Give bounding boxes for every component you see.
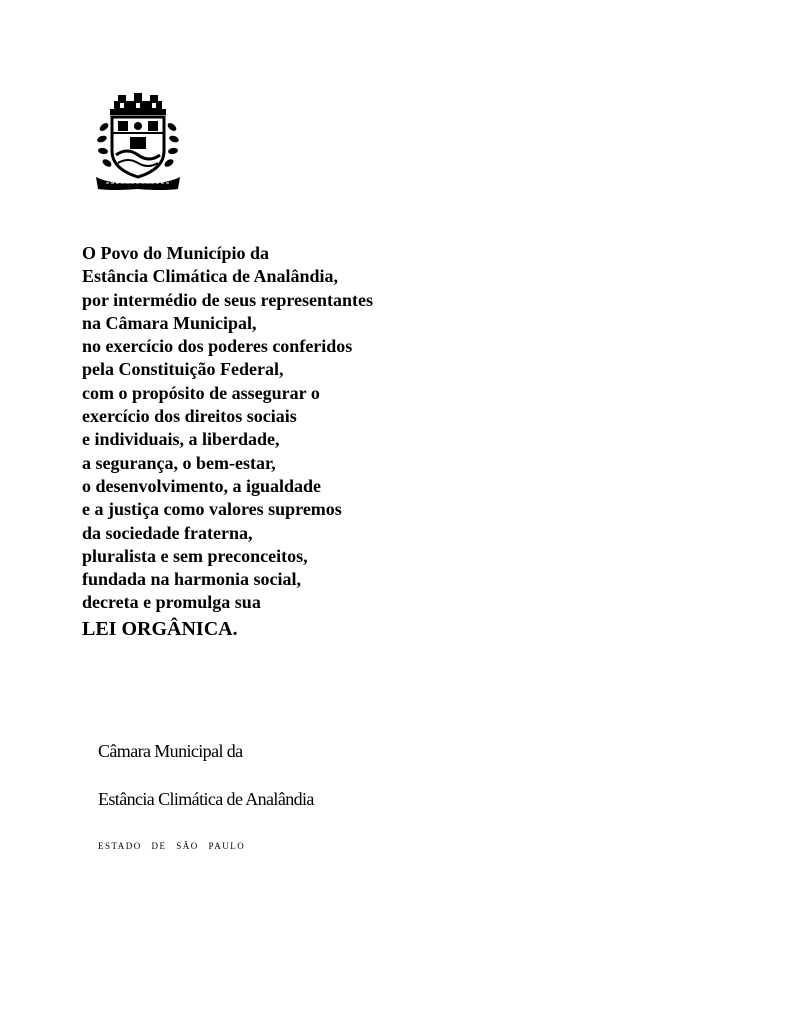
- preamble-line: e a justiça como valores supremos: [82, 499, 342, 520]
- state-name: ESTADO DE SÃO PAULO: [98, 841, 246, 851]
- preamble-line: a segurança, o bem-estar,: [82, 452, 276, 473]
- preamble-line: pela Constituição Federal,: [82, 359, 284, 380]
- preamble-line: fundada na harmonia social,: [82, 569, 302, 590]
- municipality-name: Estância Climática de Analândia: [98, 789, 314, 809]
- preamble-line: na Câmara Municipal,: [82, 312, 257, 333]
- municipal-coat-of-arms-icon: [92, 93, 184, 191]
- preamble-line: no exercício dos poderes conferidos: [82, 336, 353, 357]
- preamble-line: decreta e promulga sua: [82, 592, 261, 613]
- preamble-line: O Povo do Município da: [82, 243, 270, 263]
- preamble-line: e individuais, a liberdade,: [82, 429, 280, 450]
- preamble-line: com o propósito de assegurar o: [82, 382, 320, 403]
- preamble-line: exercício dos direitos sociais: [82, 406, 297, 427]
- preamble-text: [82, 242, 373, 642]
- law-title: LEI ORGÂNICA.: [82, 617, 238, 640]
- preamble-line: pluralista e sem preconceitos,: [82, 545, 308, 566]
- preamble-line: o desenvolvimento, a igualdade: [82, 475, 322, 496]
- preamble-line: por intermédio de seus representantes: [82, 289, 373, 310]
- preamble-line: Estância Climática de Analândia,: [82, 266, 339, 287]
- chamber-name: Câmara Municipal da: [98, 741, 243, 761]
- preamble-line: da sociedade fraterna,: [82, 522, 253, 543]
